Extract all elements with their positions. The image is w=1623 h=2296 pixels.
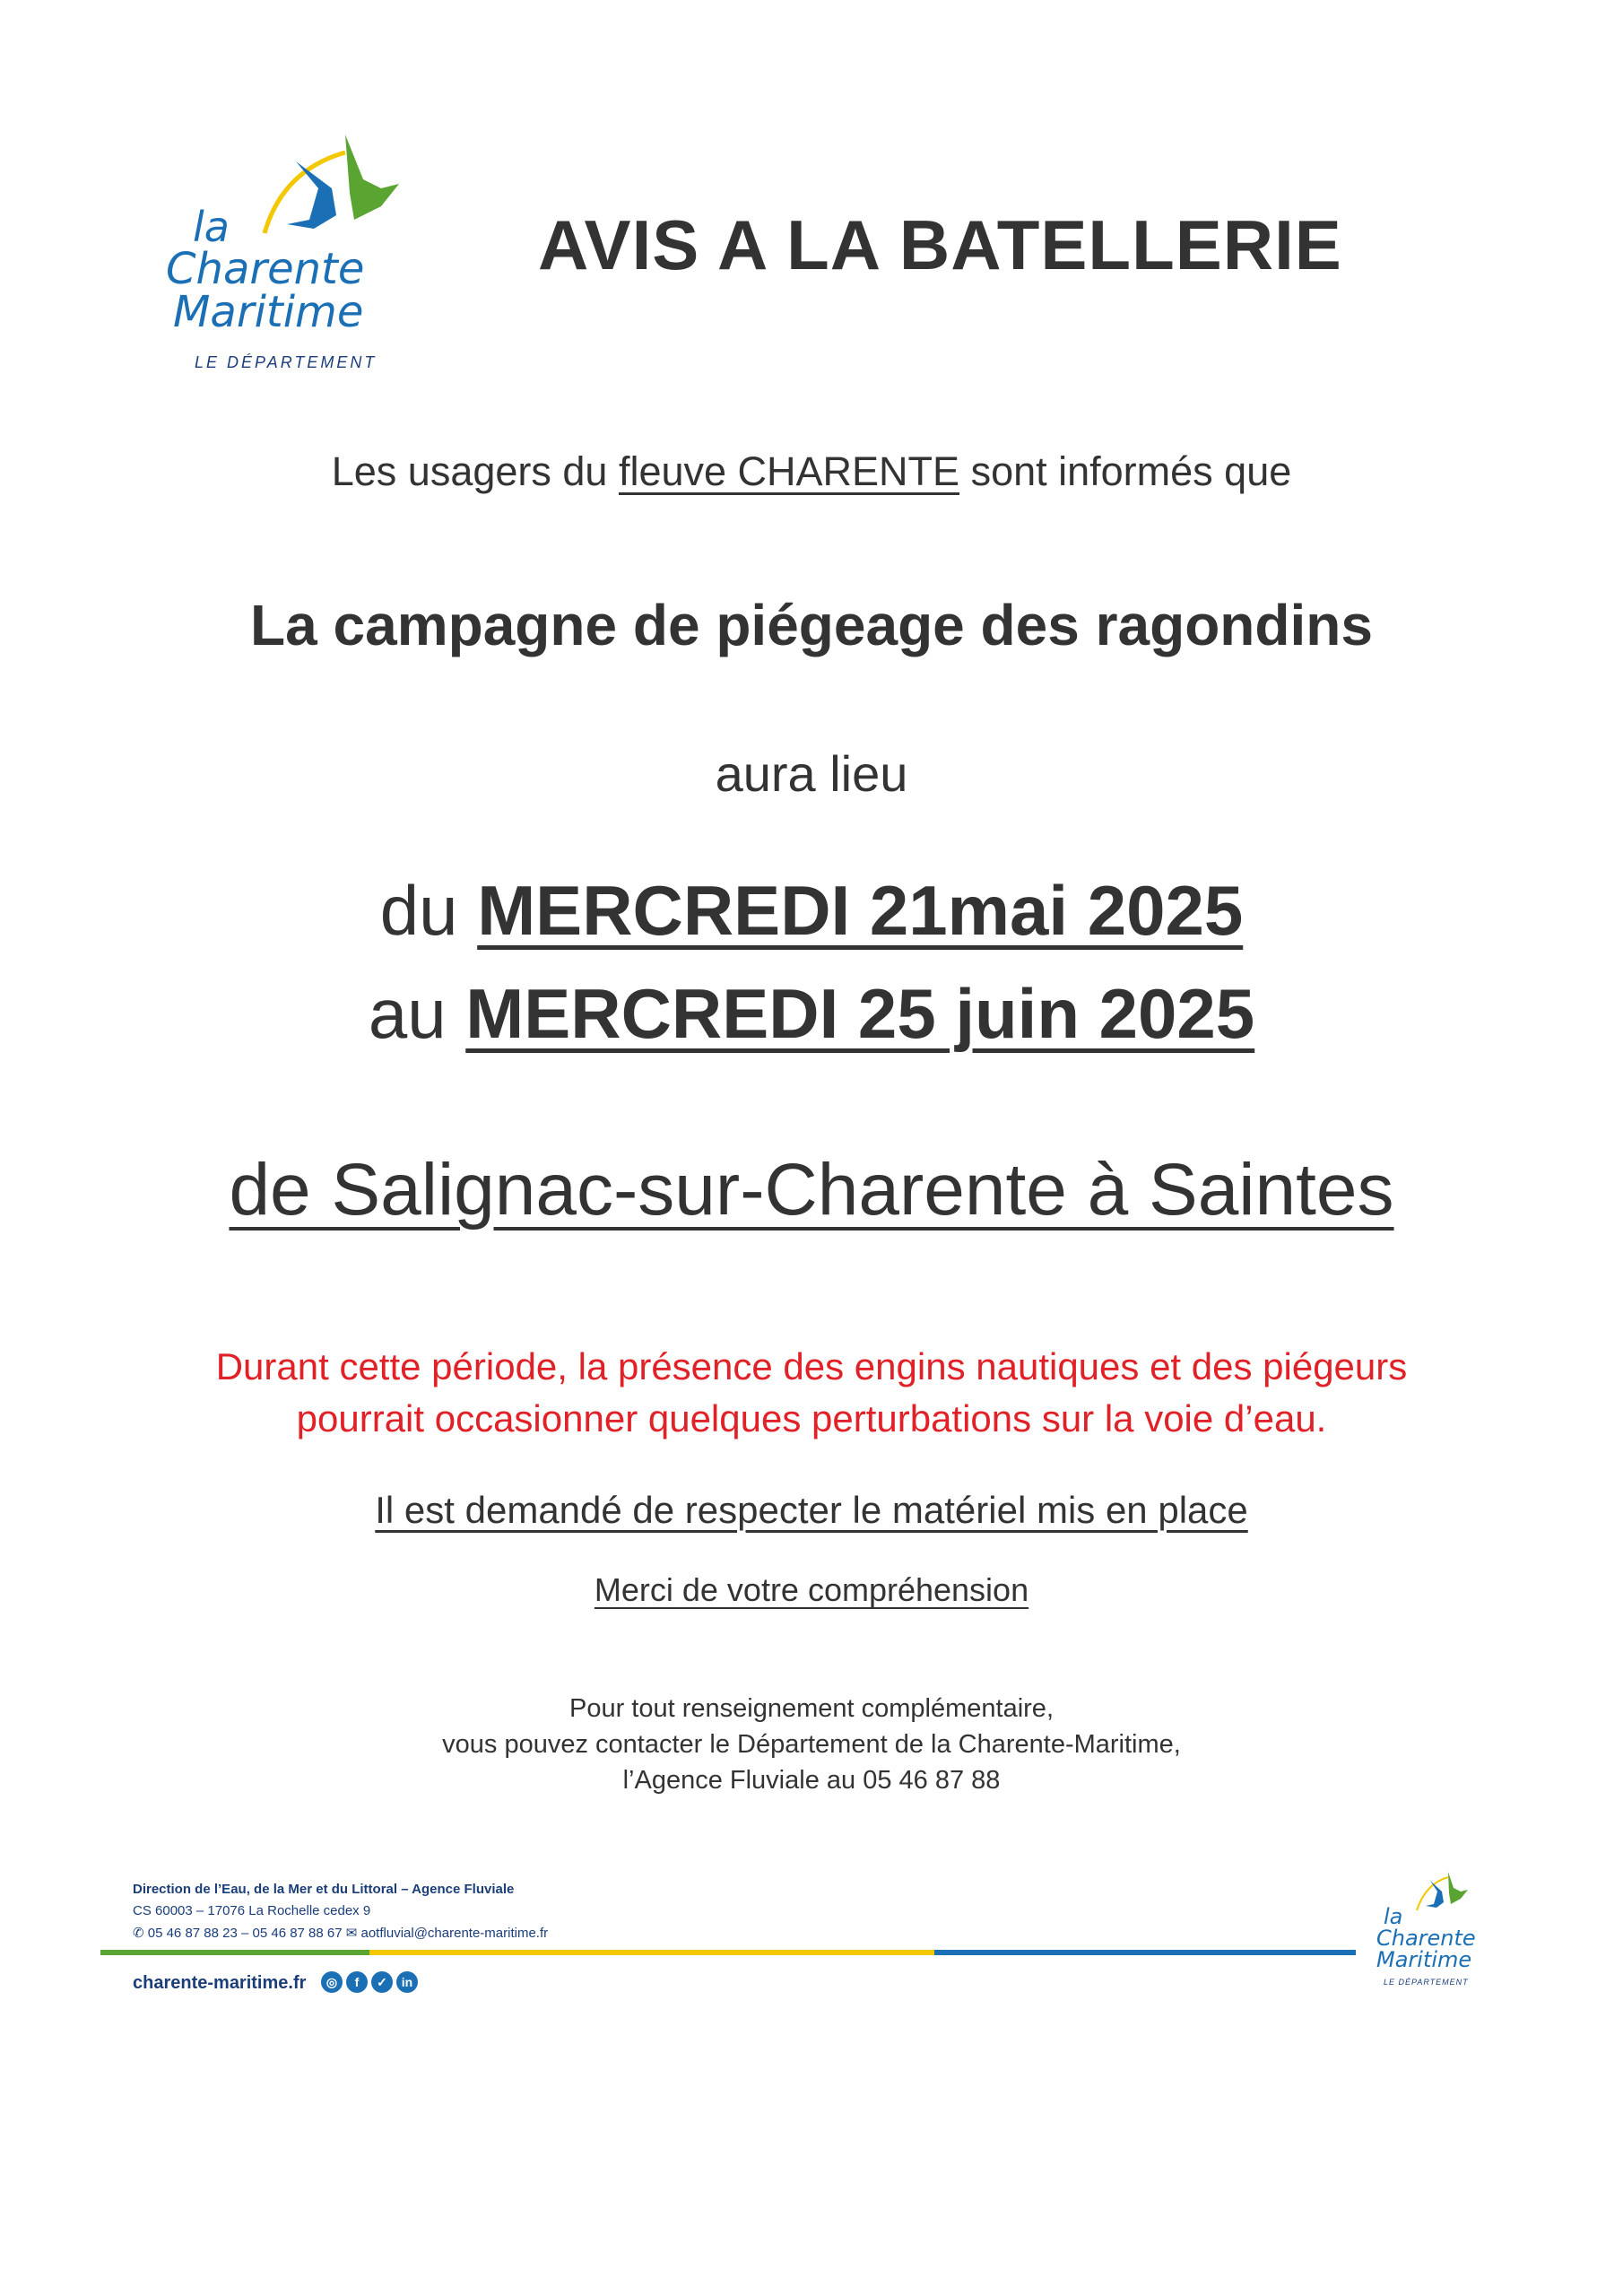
logo-departement: LE DÉPARTEMENT <box>195 353 378 371</box>
departement-logo <box>166 135 444 377</box>
date-from-prefix: du <box>379 871 478 950</box>
footer-bar-blue <box>934 1950 1356 1955</box>
aura-lieu-text: aura lieu <box>715 745 908 802</box>
campaign-heading: La campagne de piégeage des ragondins <box>250 593 1373 657</box>
instagram-icon[interactable]: ◎ <box>321 1971 343 1993</box>
page-title: AVIS A LA BATELLERIE <box>538 205 1342 284</box>
facebook-icon[interactable]: f <box>346 1971 368 1993</box>
respect-text: Il est demandé de respecter le matériel mis en place <box>375 1489 1248 1531</box>
twitter-icon[interactable]: ✓ <box>371 1971 393 1993</box>
warning-line-1: Durant cette période, la présence des engins nautiques et des piégeurs <box>215 1345 1408 1387</box>
place-text: de Salignac-sur-Charente à Saintes <box>229 1149 1394 1231</box>
mini-logo-charente: Charente <box>1376 1926 1476 1951</box>
footer-direction: Direction de l’Eau, de la Mer et du Littoral – Agence Fluviale <box>133 1882 515 1897</box>
date-from-value: MERCREDI 21mai 2025 <box>477 871 1244 950</box>
footer-website-link[interactable]: charente-maritime.fr <box>133 1973 307 1993</box>
linkedin-icon[interactable]: in <box>396 1971 418 1993</box>
date-to <box>0 973 1623 1055</box>
mini-logo-la: la <box>1384 1904 1403 1929</box>
warning-text <box>0 1341 1623 1445</box>
footer-address: CS 60003 – 17076 La Rochelle cedex 9 <box>133 1903 371 1918</box>
mini-logo-departement: LE DÉPARTEMENT <box>1384 1978 1469 1987</box>
warning-line-2: pourrait occasionner quelques perturbations sur la voie d’eau. <box>296 1397 1327 1439</box>
footer-logo <box>1376 1870 1493 2005</box>
info-line-2: vous pouvez contacter le Département de la Charente-Maritime, <box>442 1730 1181 1759</box>
intro-after: sont informés que <box>959 448 1292 494</box>
date-from <box>0 870 1623 952</box>
info-text <box>0 1691 1623 1798</box>
footer-contact: ✆ 05 46 87 88 23 – 05 46 87 88 67 ✉ aotfluvial@charente-maritime.fr <box>133 1926 549 1941</box>
logo-la: la <box>193 203 230 251</box>
info-line-3: l’Agence Fluviale au 05 46 87 88 <box>622 1766 1001 1795</box>
intro-river: fleuve CHARENTE <box>618 448 960 494</box>
date-to-prefix: au <box>368 974 466 1053</box>
footer-bar-yellow <box>369 1950 934 1955</box>
intro-text <box>0 448 1623 495</box>
footer-bar-green <box>100 1950 369 1955</box>
logo-maritime: Maritime <box>173 287 364 337</box>
logo-charente: Charente <box>166 244 365 294</box>
info-line-1: Pour tout renseignement complémentaire, <box>568 1694 1054 1723</box>
date-to-value: MERCREDI 25 juin 2025 <box>465 974 1255 1053</box>
intro-before: Les usagers du <box>331 448 619 494</box>
mini-logo-maritime: Maritime <box>1376 1947 1472 1972</box>
merci-text: Merci de votre compréhension <box>594 1571 1029 1608</box>
